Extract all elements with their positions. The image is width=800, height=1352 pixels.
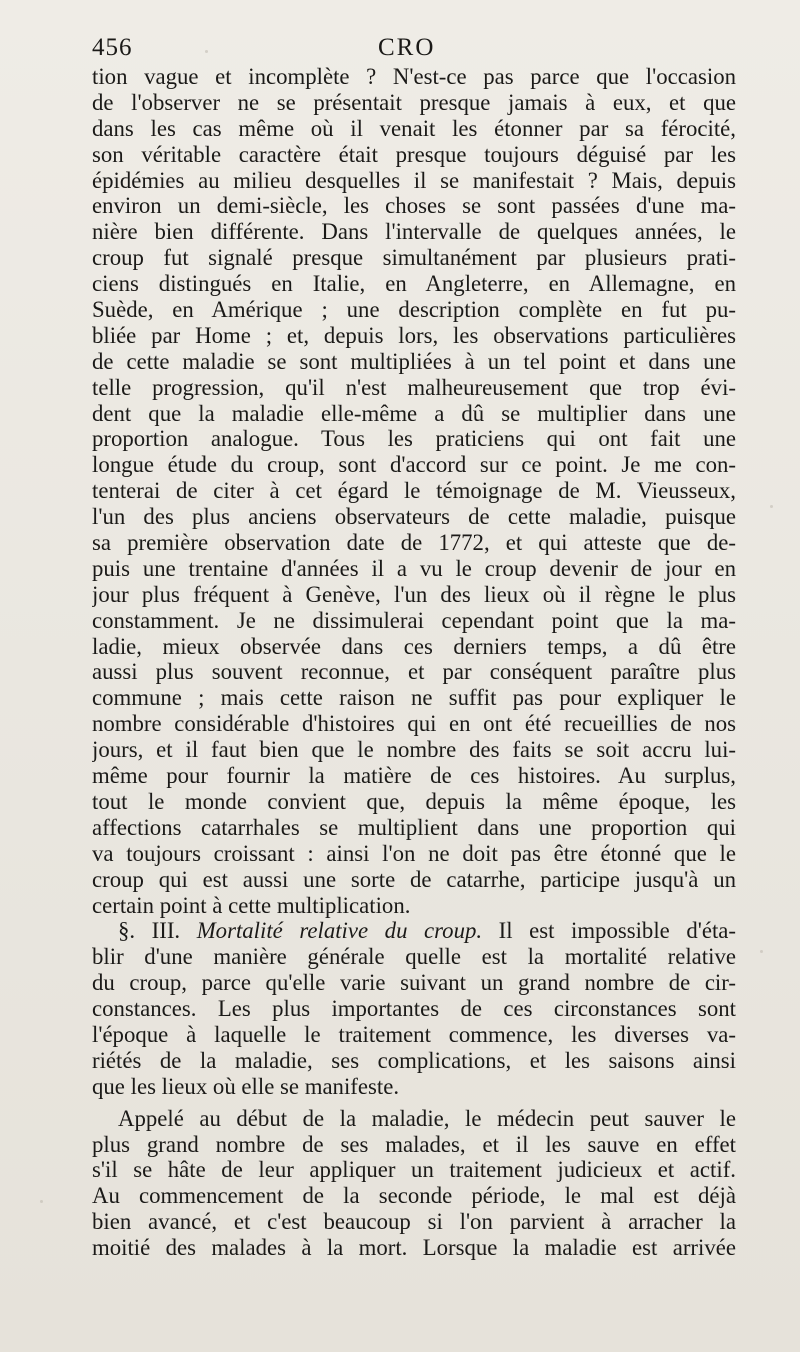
paragraph-3 [92,1106,736,1261]
text-line: blir d'une manière générale quelle est la mortalité relative [92,944,736,970]
text-line: proportion analogue. Tous les praticiens qui ont fait une [92,426,736,452]
text-line: ladie, mieux observée dans ces derniers temps, a dû être [92,633,736,659]
text-line: bliée par Home ; et, depuis lors, les observations particulières [92,322,736,348]
running-head: CRO [378,34,436,61]
text-line: longue étude du croup, sont d'accord sur ce point. Je me con- [92,452,736,478]
text-line: moitié des malades à la mort. Lorsque la maladie est arrivée [92,1235,736,1261]
text-line: dent que la maladie elle-même a dû se multiplier dans une [92,400,736,426]
text-line: tenterai de citer à cet égard le témoignage de M. Vieusseux, [92,478,736,504]
text-line: tion vague et incomplète ? N'est-ce pas parce que l'occasion [92,64,736,89]
text-line: Au commencement de la seconde période, le mal est déjà [92,1183,736,1209]
text-line: Appelé au début de la maladie, le médecin peut sauver le [118,1105,736,1131]
text-line: puis une trentaine d'années il a vu le croup devenir de jour en [92,555,736,581]
text-line: jours, et il faut bien que le nombre des faits se soit accru lui- [92,737,736,763]
text-line: certain point à cette multiplication. [92,892,411,918]
paper-speck [760,950,763,953]
page-number: 456 [92,34,133,61]
text-line: nière bien différente. Dans l'intervalle de quelques années, le [92,219,736,245]
text-line: croup fut signalé presque simultanément par plusieurs prati- [92,245,736,271]
paper-speck [205,50,208,53]
text-line: même pour fournir la matière de ces histoires. Au surplus, [92,763,736,789]
text-line: Suède, en Amérique ; une description complète en fut pu- [92,297,736,323]
text-line: constamment. Je ne dissimulerai cependant point que la ma- [92,607,736,633]
text-line: constances. Les plus importantes de ces circonstances sont [92,996,736,1022]
paper-speck [40,1200,43,1203]
text-line: que les lieux où elle se manifeste. [92,1073,400,1099]
text-line: épidémies au milieu desquelles il se manifestait ? Mais, depuis [92,167,736,193]
paragraph-1 [92,64,736,918]
text-line: de l'observer ne se présentait presque jamais à eux, et que [92,89,736,115]
text-line: commune ; mais cette raison ne suffit pas pour expliquer le [92,685,736,711]
text-line: dans les cas même où il venait les étonner par sa férocité, [92,115,736,141]
text-line: va toujours croissant : ainsi l'on ne doit pas être étonné que le [92,840,736,866]
text-line: de cette maladie se sont multipliées à un tel point et dans une [92,348,736,374]
text-line: l'un des plus anciens observateurs de cette maladie, puisque [92,504,736,530]
text-line: tout le monde convient que, depuis la même époque, les [92,788,736,814]
text-line: bien avancé, et c'est beaucoup si l'on parvient à arracher la [92,1209,736,1235]
text-line: du croup, parce qu'elle varie suivant un grand nombre de cir- [92,970,736,996]
text-line: sa première observation date de 1772, et qui atteste que de- [92,530,736,556]
text-line: son véritable caractère était presque toujours déguisé par les [92,141,736,167]
text-line: croup qui est aussi une sorte de catarrhe, participe jusqu'à un [92,866,736,892]
section-heading-line: §. III. Mortalité relative du croup. Il est impossible d'éta- [118,918,736,944]
text-line: environ un demi-siècle, les choses se sont passées d'une ma- [92,193,736,219]
text-line: telle progression, qu'il n'est malheureusement que trop évi- [92,374,736,400]
page-body [92,64,736,1261]
text-line: plus grand nombre de ses malades, et il les sauve en effet [92,1131,736,1157]
text-line: ciens distingués en Italie, en Angleterre, en Allemagne, en [92,271,736,297]
section-title: Mortalité relative du croup. [196,918,483,944]
text-line: affections catarrhales se multiplient dans une proportion qui [92,814,736,840]
text-line: s'il se hâte de leur appliquer un traitement judicieux et actif. [92,1157,736,1183]
paragraph-2 [92,918,736,1099]
text-line: jour plus fréquent à Genève, l'un des lieux où il règne le plus [92,581,736,607]
text-line: nombre considérable d'histoires qui en ont été recueillies de nos [92,711,736,737]
text-line: aussi plus souvent reconnue, et par conséquent paraître plus [92,659,736,685]
paper-speck [770,505,773,508]
text-line: l'époque à laquelle le traitement commence, les diverses va- [92,1021,736,1047]
text-line: riétés de la maladie, ses complications, et les saisons ainsi [92,1047,736,1073]
